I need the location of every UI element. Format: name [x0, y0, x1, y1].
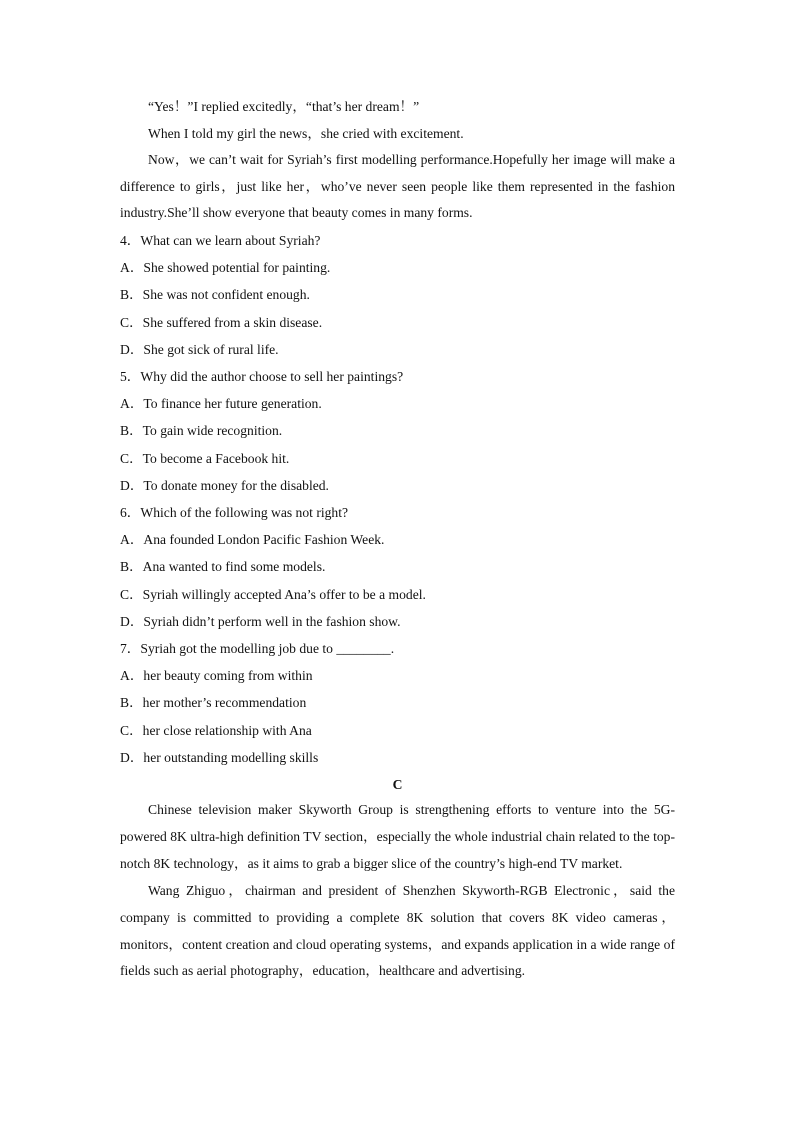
question-7-option-b: B．her mother’s recommendation — [120, 695, 307, 711]
question-5-option-a: A．To finance her future generation. — [120, 396, 322, 412]
question-7-stem: 7．Syriah got the modelling job due to ________. — [120, 641, 395, 657]
question-4-option-b: B．She was not confident enough. — [120, 287, 310, 303]
question-4-option-d: D．She got sick of rural life. — [120, 341, 279, 357]
question-5-option-d: D．To donate money for the disabled. — [120, 477, 329, 493]
question-5-option-c: C．To become a Facebook hit. — [120, 450, 290, 466]
question-6-option-a: A．Ana founded London Pacific Fashion Week. — [120, 532, 385, 548]
question-6-stem: 6．Which of the following was not right? — [120, 505, 349, 520]
section-c-title: C — [392, 777, 403, 793]
page-content — [120, 94, 675, 985]
question-4-option-c: C．She suffered from a skin disease. — [120, 314, 323, 330]
question-7-option-c: C．her close relationship with Ana — [120, 722, 312, 738]
section-c-body — [120, 797, 675, 985]
question-7-option-d: D．her outstanding modelling skills — [120, 749, 319, 765]
question-4-option-a: A．She showed potential for painting. — [120, 260, 331, 276]
section-c-paragraph: Wang Zhiguo，chairman and president of Shenzhen Skyworth-RGB Electronic，said the company is committed to providing a complete 8K solution that covers 8K video cameras，monitors，content creation and cloud operating systems，and expands application in a wide range of fields such as aerial photography，education，healthcare and advertising. — [120, 882, 675, 979]
question-5-stem: 5．Why did the author choose to sell her paintings? — [120, 368, 404, 384]
passage-b-line: When I told my girl the news，she cried with excitement. — [148, 125, 464, 141]
question-6-option-d: D．Syriah didn’t perform well in the fashion show. — [120, 613, 401, 629]
question-6-option-c: C．Syriah willingly accepted Ana’s offer to be a model. — [120, 586, 426, 602]
question-5-option-b: B．To gain wide recognition. — [120, 423, 283, 439]
passage-b-paragraph: Now，we can’t wait for Syriah’s first modelling performance.Hopefully her image will make a difference to girls，just like her，who’ve never seen people like them represented in the fashion industry.She’ll show everyone that beauty comes in many forms. — [120, 152, 675, 221]
question-4-stem: 4．What can we learn about Syriah? — [120, 232, 321, 248]
question-6-option-b: B．Ana wanted to find some models. — [120, 559, 326, 575]
section-c-paragraph: Chinese television maker Skyworth Group is strengthening efforts to venture into the 5G-powered 8K ultra-high definition TV section，especially the whole industrial chain related to the top-notch 8K technology，as it aims to grab a bigger slice of the country’s high-end TV market. — [120, 802, 675, 871]
question-7-option-a: A．her beauty coming from within — [120, 668, 313, 684]
passage-b-line: “Yes！”I replied excitedly，“that’s her dream！” — [148, 99, 420, 114]
